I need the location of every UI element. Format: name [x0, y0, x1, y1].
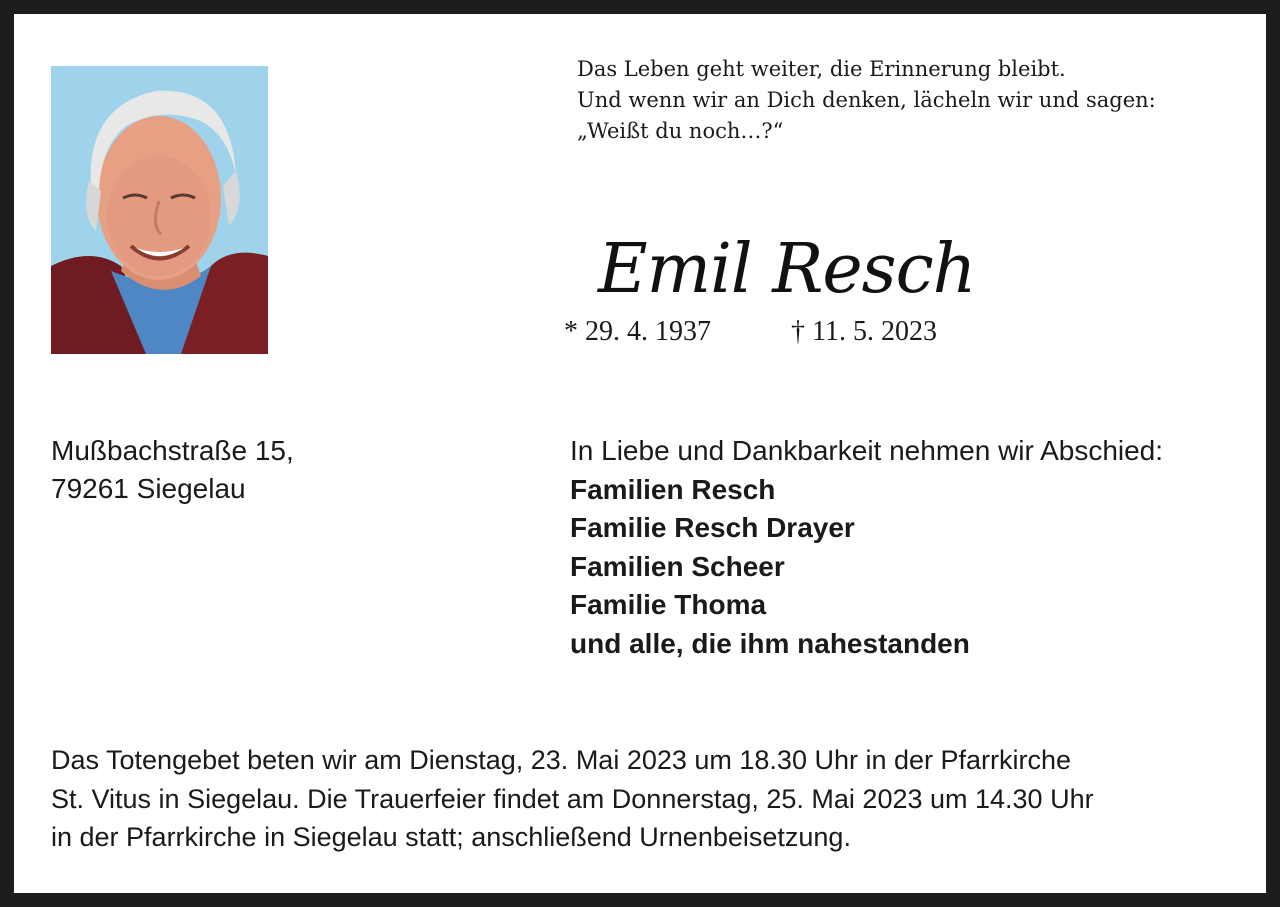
- address-city: 79261 Siegelau: [51, 473, 246, 504]
- portrait-image: [51, 66, 268, 354]
- quote-line: Das Leben geht weiter, die Erinnerung bleibt.: [577, 57, 1066, 81]
- deceased-name: Emil Resch: [598, 230, 976, 309]
- address-street: Mußbachstraße 15,: [51, 435, 294, 466]
- mourner-name: Familie Resch Drayer: [570, 512, 855, 543]
- mourner-name: und alle, die ihm nahestanden: [570, 627, 970, 659]
- mourners-block: [570, 432, 1163, 663]
- mourner-name: Familie Thoma: [570, 589, 767, 620]
- address-block: [51, 432, 294, 508]
- service-line: St. Vitus in Siegelau. Die Trauerfeier findet am Donnerstag, 25. Mai 2023 um 14.30 Uhr: [51, 783, 1094, 814]
- service-line: Das Totengebet beten wir am Dienstag, 23. Mai 2023 um 18.30 Uhr in der Pfarrkirche: [51, 745, 1072, 775]
- death-date: † 11. 5. 2023: [791, 316, 937, 347]
- quote-line: Und wenn wir an Dich denken, lächeln wir und sagen:: [577, 88, 1156, 112]
- birth-date: * 29. 4. 1937: [564, 316, 711, 347]
- service-line: in der Pfarrkirche in Siegelau statt; anschließend Urnenbeisetzung.: [51, 822, 851, 852]
- mourner-name: Familien Scheer: [570, 550, 785, 582]
- quote-line: „Weißt du noch…?“: [577, 119, 784, 143]
- mourners-intro: In Liebe und Dankbarkeit nehmen wir Abschied:: [570, 435, 1164, 466]
- memorial-quote: [577, 54, 1156, 147]
- obituary-notice: [14, 14, 1266, 893]
- life-dates: [564, 314, 937, 350]
- service-details: [51, 741, 1241, 857]
- mourner-name: Familien Resch: [570, 473, 776, 505]
- portrait-photo: [51, 66, 268, 354]
